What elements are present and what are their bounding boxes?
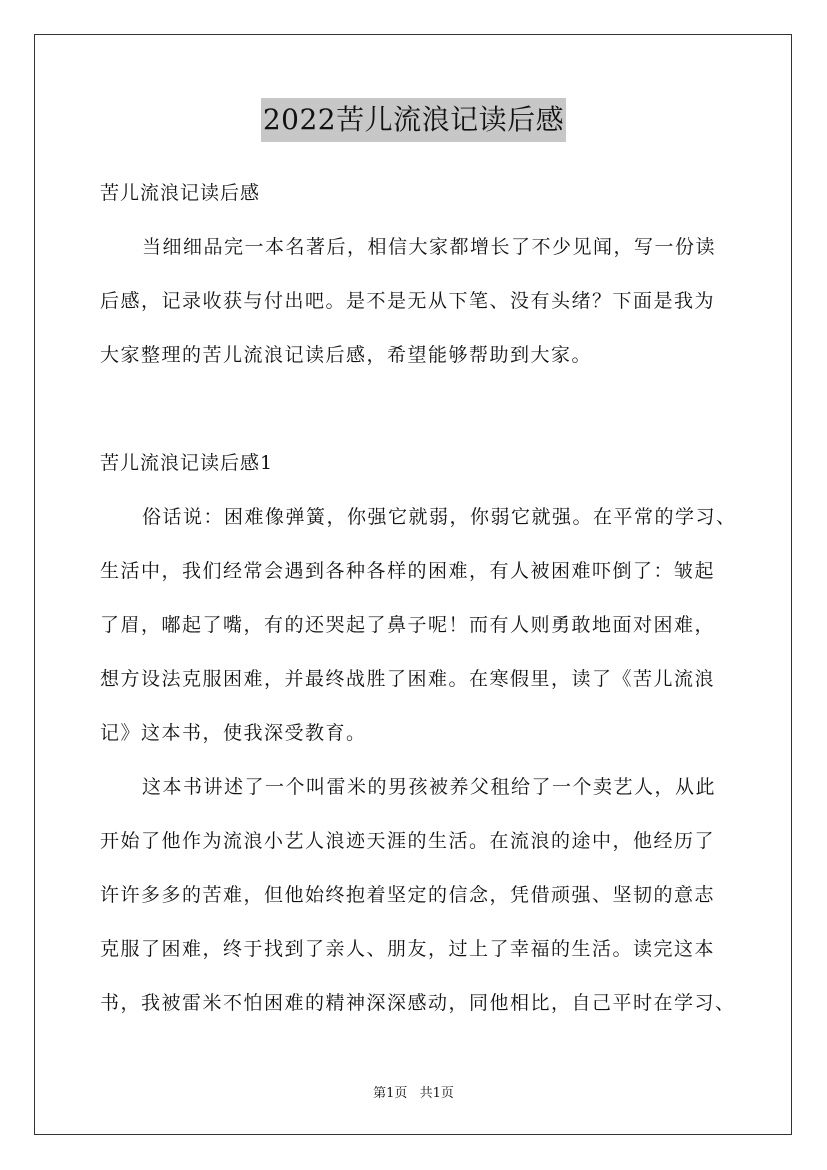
- paragraph-line: 生活中，我们经常会遇到各种各样的困难，有人被困难吓倒了：皱起: [100, 560, 716, 582]
- intro-line: 当细细品完一本名著后，相信大家都增长了不少见闻，写一份读: [142, 236, 717, 258]
- paragraph-line: 想方设法克服困难，并最终战胜了困难。在寒假里，读了《苦儿流浪: [100, 668, 716, 690]
- paragraph-line: 许许多多的苦难，但他始终抱着坚定的信念，凭借顽强、坚韧的意志: [100, 884, 716, 906]
- paragraph-line: 克服了困难，终于找到了亲人、朋友，过上了幸福的生活。读完这本: [100, 938, 716, 960]
- document-body: [100, 166, 737, 1030]
- paragraph-line: 俗话说：困难像弹簧，你强它就弱，你弱它就强。在平常的学习、: [142, 506, 737, 528]
- title-block: [0, 98, 827, 142]
- paragraph-2: [100, 760, 736, 1030]
- paragraph-line: 开始了他作为流浪小艺人浪迹天涯的生活。在流浪的途中，他经历了: [100, 830, 716, 852]
- subtitle: 苦儿流浪记读后感: [100, 182, 261, 204]
- paragraph-1: [100, 490, 737, 760]
- paragraph-gap: [100, 382, 730, 436]
- page-number-total: 共1页: [419, 1086, 454, 1101]
- intro-paragraph: [100, 220, 730, 382]
- page-number-current: 第1页: [373, 1086, 408, 1101]
- document-title: 2022苦儿流浪记读后感: [261, 98, 566, 142]
- paragraph-line: 记》这本书，使我深受教育。: [100, 722, 367, 744]
- paragraph-line: 了眉，嘟起了嘴，有的还哭起了鼻子呢！而有人则勇敢地面对困难，: [100, 614, 716, 636]
- intro-line: 后感，记录收获与付出吧。是不是无从下笔、没有头绪？下面是我为: [100, 290, 716, 312]
- section-heading: 苦儿流浪记读后感1: [100, 452, 274, 474]
- page-footer: [0, 1082, 827, 1101]
- paragraph-line: 书，我被雷米不怕困难的精神深深感动，同他相比，自己平时在学习、: [100, 992, 736, 1014]
- paragraph-line: 这本书讲述了一个叫雷米的男孩被养父租给了一个卖艺人，从此: [142, 776, 717, 798]
- intro-line: 大家整理的苦儿流浪记读后感，希望能够帮助到大家。: [100, 344, 593, 366]
